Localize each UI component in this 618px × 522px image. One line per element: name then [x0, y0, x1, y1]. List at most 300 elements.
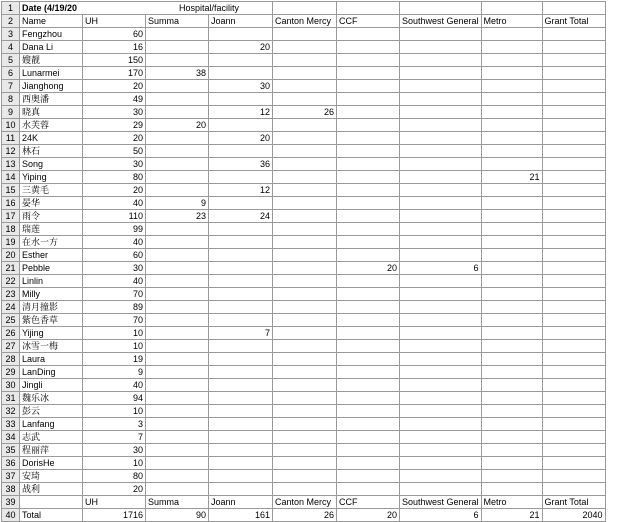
- value-cell[interactable]: [481, 327, 542, 340]
- value-cell[interactable]: [481, 457, 542, 470]
- value-cell[interactable]: [337, 67, 400, 80]
- value-cell[interactable]: 80: [83, 171, 146, 184]
- value-cell[interactable]: [400, 470, 482, 483]
- value-cell[interactable]: [273, 353, 337, 366]
- value-cell[interactable]: [273, 288, 337, 301]
- cell[interactable]: [481, 2, 542, 15]
- value-cell[interactable]: 30: [83, 158, 146, 171]
- value-cell[interactable]: [273, 470, 337, 483]
- row-header[interactable]: 22: [2, 275, 20, 288]
- column-header-cell[interactable]: Metro: [481, 496, 542, 509]
- row-header[interactable]: 34: [2, 431, 20, 444]
- column-header-cell[interactable]: Joann: [209, 15, 273, 28]
- value-cell[interactable]: [273, 405, 337, 418]
- row-header[interactable]: 9: [2, 106, 20, 119]
- value-cell[interactable]: [209, 28, 273, 41]
- spreadsheet-grid[interactable]: [1, 1, 606, 522]
- value-cell[interactable]: [481, 366, 542, 379]
- value-cell[interactable]: [273, 184, 337, 197]
- value-cell[interactable]: [146, 145, 209, 158]
- value-cell[interactable]: [146, 80, 209, 93]
- name-cell[interactable]: 魏乐冰: [20, 392, 83, 405]
- value-cell[interactable]: [481, 106, 542, 119]
- name-cell[interactable]: LanDing: [20, 366, 83, 379]
- value-cell[interactable]: 7: [209, 327, 273, 340]
- value-cell[interactable]: [273, 275, 337, 288]
- value-cell[interactable]: 60: [83, 249, 146, 262]
- value-cell[interactable]: [400, 301, 482, 314]
- value-cell[interactable]: [481, 54, 542, 67]
- value-cell[interactable]: [146, 288, 209, 301]
- value-cell[interactable]: [542, 158, 605, 171]
- name-cell[interactable]: 安琦: [20, 470, 83, 483]
- name-cell[interactable]: 战利: [20, 483, 83, 496]
- value-cell[interactable]: 110: [83, 210, 146, 223]
- value-cell[interactable]: [146, 353, 209, 366]
- value-cell[interactable]: [337, 236, 400, 249]
- value-cell[interactable]: [481, 301, 542, 314]
- value-cell[interactable]: 40: [83, 379, 146, 392]
- cell[interactable]: [542, 2, 605, 15]
- value-cell[interactable]: [400, 444, 482, 457]
- value-cell[interactable]: [273, 119, 337, 132]
- value-cell[interactable]: [542, 470, 605, 483]
- row-header[interactable]: 29: [2, 366, 20, 379]
- value-cell[interactable]: [481, 340, 542, 353]
- value-cell[interactable]: [146, 223, 209, 236]
- value-cell[interactable]: [481, 67, 542, 80]
- value-cell[interactable]: [400, 223, 482, 236]
- column-header-cell[interactable]: Grant Total: [542, 496, 605, 509]
- value-cell[interactable]: 30: [83, 262, 146, 275]
- column-header-cell[interactable]: Summa: [146, 15, 209, 28]
- value-cell[interactable]: [400, 80, 482, 93]
- value-cell[interactable]: [542, 444, 605, 457]
- value-cell[interactable]: [400, 275, 482, 288]
- value-cell[interactable]: [481, 28, 542, 41]
- value-cell[interactable]: [542, 275, 605, 288]
- value-cell[interactable]: [481, 275, 542, 288]
- value-cell[interactable]: [400, 132, 482, 145]
- value-cell[interactable]: [337, 301, 400, 314]
- value-cell[interactable]: [400, 353, 482, 366]
- total-value-cell[interactable]: 21: [481, 509, 542, 522]
- value-cell[interactable]: [337, 431, 400, 444]
- row-header[interactable]: 26: [2, 327, 20, 340]
- name-cell[interactable]: 嫂靓: [20, 54, 83, 67]
- value-cell[interactable]: [542, 210, 605, 223]
- value-cell[interactable]: 10: [83, 457, 146, 470]
- value-cell[interactable]: [337, 54, 400, 67]
- value-cell[interactable]: [209, 288, 273, 301]
- value-cell[interactable]: [481, 405, 542, 418]
- value-cell[interactable]: [146, 184, 209, 197]
- column-header-cell[interactable]: Southwest General: [400, 15, 482, 28]
- value-cell[interactable]: [209, 223, 273, 236]
- name-cell[interactable]: Lanfang: [20, 418, 83, 431]
- name-cell[interactable]: 紫色香草: [20, 314, 83, 327]
- value-cell[interactable]: [542, 119, 605, 132]
- value-cell[interactable]: 50: [83, 145, 146, 158]
- value-cell[interactable]: 36: [209, 158, 273, 171]
- value-cell[interactable]: [481, 223, 542, 236]
- value-cell[interactable]: [146, 379, 209, 392]
- value-cell[interactable]: 30: [83, 444, 146, 457]
- value-cell[interactable]: [273, 67, 337, 80]
- row-header[interactable]: 38: [2, 483, 20, 496]
- value-cell[interactable]: [209, 431, 273, 444]
- value-cell[interactable]: [400, 158, 482, 171]
- value-cell[interactable]: 60: [83, 28, 146, 41]
- value-cell[interactable]: [481, 93, 542, 106]
- row-header[interactable]: 10: [2, 119, 20, 132]
- value-cell[interactable]: [481, 158, 542, 171]
- value-cell[interactable]: 3: [83, 418, 146, 431]
- value-cell[interactable]: [481, 145, 542, 158]
- value-cell[interactable]: [146, 132, 209, 145]
- value-cell[interactable]: [542, 171, 605, 184]
- value-cell[interactable]: [481, 184, 542, 197]
- name-cell[interactable]: 彭云: [20, 405, 83, 418]
- value-cell[interactable]: [146, 340, 209, 353]
- value-cell[interactable]: [400, 67, 482, 80]
- value-cell[interactable]: [337, 483, 400, 496]
- name-cell[interactable]: 瑞莲: [20, 223, 83, 236]
- value-cell[interactable]: [273, 418, 337, 431]
- column-header-cell[interactable]: Canton Mercy: [273, 496, 337, 509]
- value-cell[interactable]: [337, 392, 400, 405]
- value-cell[interactable]: [542, 54, 605, 67]
- value-cell[interactable]: [337, 93, 400, 106]
- value-cell[interactable]: [209, 457, 273, 470]
- column-header-cell[interactable]: CCF: [337, 15, 400, 28]
- value-cell[interactable]: [542, 223, 605, 236]
- value-cell[interactable]: [400, 431, 482, 444]
- row-header[interactable]: 3: [2, 28, 20, 41]
- value-cell[interactable]: [209, 444, 273, 457]
- name-cell[interactable]: 程丽萍: [20, 444, 83, 457]
- name-cell[interactable]: Laura: [20, 353, 83, 366]
- value-cell[interactable]: [337, 197, 400, 210]
- value-cell[interactable]: [337, 366, 400, 379]
- name-cell[interactable]: Fengzhou: [20, 28, 83, 41]
- value-cell[interactable]: 150: [83, 54, 146, 67]
- name-cell[interactable]: 林石: [20, 145, 83, 158]
- value-cell[interactable]: [273, 392, 337, 405]
- value-cell[interactable]: [481, 236, 542, 249]
- total-value-cell[interactable]: 90: [146, 509, 209, 522]
- value-cell[interactable]: [146, 158, 209, 171]
- value-cell[interactable]: [146, 171, 209, 184]
- value-cell[interactable]: 30: [209, 80, 273, 93]
- row-header[interactable]: 13: [2, 158, 20, 171]
- name-cell[interactable]: Lunarmei: [20, 67, 83, 80]
- value-cell[interactable]: [337, 41, 400, 54]
- value-cell[interactable]: [273, 223, 337, 236]
- total-value-cell[interactable]: 26: [273, 509, 337, 522]
- value-cell[interactable]: [146, 301, 209, 314]
- value-cell[interactable]: [542, 392, 605, 405]
- name-cell[interactable]: Dana Li: [20, 41, 83, 54]
- title-cell[interactable]: Date (4/19/20: [20, 2, 83, 15]
- row-header[interactable]: 15: [2, 184, 20, 197]
- value-cell[interactable]: [542, 366, 605, 379]
- value-cell[interactable]: [146, 444, 209, 457]
- value-cell[interactable]: [400, 340, 482, 353]
- value-cell[interactable]: [400, 41, 482, 54]
- cell[interactable]: [337, 2, 400, 15]
- value-cell[interactable]: [273, 301, 337, 314]
- value-cell[interactable]: [337, 470, 400, 483]
- row-header[interactable]: 21: [2, 262, 20, 275]
- value-cell[interactable]: [273, 457, 337, 470]
- value-cell[interactable]: [209, 197, 273, 210]
- value-cell[interactable]: [209, 405, 273, 418]
- value-cell[interactable]: [542, 249, 605, 262]
- value-cell[interactable]: [481, 210, 542, 223]
- value-cell[interactable]: [481, 379, 542, 392]
- value-cell[interactable]: [146, 249, 209, 262]
- value-cell[interactable]: [146, 405, 209, 418]
- value-cell[interactable]: [273, 145, 337, 158]
- value-cell[interactable]: [337, 223, 400, 236]
- value-cell[interactable]: [542, 405, 605, 418]
- value-cell[interactable]: [273, 80, 337, 93]
- value-cell[interactable]: [273, 444, 337, 457]
- value-cell[interactable]: [209, 145, 273, 158]
- column-header-cell[interactable]: Southwest General: [400, 496, 482, 509]
- value-cell[interactable]: [146, 327, 209, 340]
- value-cell[interactable]: [337, 288, 400, 301]
- value-cell[interactable]: [481, 431, 542, 444]
- total-value-cell[interactable]: 161: [209, 509, 273, 522]
- value-cell[interactable]: [209, 379, 273, 392]
- value-cell[interactable]: [337, 314, 400, 327]
- value-cell[interactable]: [337, 418, 400, 431]
- value-cell[interactable]: [209, 275, 273, 288]
- value-cell[interactable]: [542, 431, 605, 444]
- value-cell[interactable]: 12: [209, 184, 273, 197]
- value-cell[interactable]: [209, 301, 273, 314]
- value-cell[interactable]: [146, 418, 209, 431]
- value-cell[interactable]: [337, 353, 400, 366]
- name-cell[interactable]: 水芙蓉: [20, 119, 83, 132]
- value-cell[interactable]: [481, 288, 542, 301]
- value-cell[interactable]: [209, 470, 273, 483]
- value-cell[interactable]: [542, 379, 605, 392]
- value-cell[interactable]: [542, 236, 605, 249]
- value-cell[interactable]: [400, 145, 482, 158]
- value-cell[interactable]: 19: [83, 353, 146, 366]
- value-cell[interactable]: [400, 210, 482, 223]
- value-cell[interactable]: [400, 405, 482, 418]
- value-cell[interactable]: [273, 366, 337, 379]
- value-cell[interactable]: 80: [83, 470, 146, 483]
- name-cell[interactable]: 晏华: [20, 197, 83, 210]
- value-cell[interactable]: 30: [83, 106, 146, 119]
- row-header[interactable]: 35: [2, 444, 20, 457]
- value-cell[interactable]: [542, 288, 605, 301]
- value-cell[interactable]: 49: [83, 93, 146, 106]
- value-cell[interactable]: [209, 249, 273, 262]
- value-cell[interactable]: 16: [83, 41, 146, 54]
- column-header-cell[interactable]: Summa: [146, 496, 209, 509]
- value-cell[interactable]: [481, 41, 542, 54]
- value-cell[interactable]: [337, 405, 400, 418]
- value-cell[interactable]: 6: [400, 262, 482, 275]
- value-cell[interactable]: [209, 236, 273, 249]
- row-header[interactable]: 2: [2, 15, 20, 28]
- value-cell[interactable]: [337, 132, 400, 145]
- row-header[interactable]: 12: [2, 145, 20, 158]
- value-cell[interactable]: [542, 132, 605, 145]
- value-cell[interactable]: [209, 314, 273, 327]
- value-cell[interactable]: [209, 54, 273, 67]
- column-header-cell[interactable]: UH: [83, 15, 146, 28]
- value-cell[interactable]: [337, 444, 400, 457]
- value-cell[interactable]: [481, 249, 542, 262]
- value-cell[interactable]: [481, 483, 542, 496]
- value-cell[interactable]: [273, 132, 337, 145]
- name-cell[interactable]: Song: [20, 158, 83, 171]
- value-cell[interactable]: [542, 28, 605, 41]
- value-cell[interactable]: [209, 340, 273, 353]
- value-cell[interactable]: [273, 171, 337, 184]
- value-cell[interactable]: [273, 379, 337, 392]
- value-cell[interactable]: [146, 314, 209, 327]
- value-cell[interactable]: [209, 392, 273, 405]
- value-cell[interactable]: [542, 41, 605, 54]
- value-cell[interactable]: [400, 54, 482, 67]
- value-cell[interactable]: 70: [83, 314, 146, 327]
- value-cell[interactable]: [209, 171, 273, 184]
- name-cell[interactable]: Jianghong: [20, 80, 83, 93]
- value-cell[interactable]: [400, 249, 482, 262]
- cell[interactable]: [400, 2, 482, 15]
- value-cell[interactable]: [337, 119, 400, 132]
- value-cell[interactable]: [146, 236, 209, 249]
- value-cell[interactable]: 20: [83, 132, 146, 145]
- value-cell[interactable]: 20: [83, 483, 146, 496]
- value-cell[interactable]: [273, 210, 337, 223]
- value-cell[interactable]: [337, 145, 400, 158]
- value-cell[interactable]: [273, 431, 337, 444]
- total-value-cell[interactable]: 6: [400, 509, 482, 522]
- column-header-cell[interactable]: Metro: [481, 15, 542, 28]
- row-header[interactable]: 20: [2, 249, 20, 262]
- name-cell[interactable]: 雨令: [20, 210, 83, 223]
- value-cell[interactable]: [146, 41, 209, 54]
- value-cell[interactable]: [209, 418, 273, 431]
- row-header[interactable]: 5: [2, 54, 20, 67]
- value-cell[interactable]: [209, 262, 273, 275]
- value-cell[interactable]: 9: [146, 197, 209, 210]
- name-cell[interactable]: 清月撞影: [20, 301, 83, 314]
- value-cell[interactable]: [400, 457, 482, 470]
- value-cell[interactable]: [146, 470, 209, 483]
- value-cell[interactable]: [209, 366, 273, 379]
- value-cell[interactable]: [273, 340, 337, 353]
- value-cell[interactable]: [146, 54, 209, 67]
- value-cell[interactable]: [542, 106, 605, 119]
- total-value-cell[interactable]: 1716: [83, 509, 146, 522]
- value-cell[interactable]: [542, 483, 605, 496]
- name-cell[interactable]: DorisHe: [20, 457, 83, 470]
- value-cell[interactable]: [337, 184, 400, 197]
- value-cell[interactable]: 29: [83, 119, 146, 132]
- value-cell[interactable]: [481, 119, 542, 132]
- value-cell[interactable]: 38: [146, 67, 209, 80]
- row-header[interactable]: 27: [2, 340, 20, 353]
- row-header[interactable]: 36: [2, 457, 20, 470]
- value-cell[interactable]: [481, 80, 542, 93]
- name-cell[interactable]: Linlin: [20, 275, 83, 288]
- value-cell[interactable]: [400, 483, 482, 496]
- value-cell[interactable]: 40: [83, 275, 146, 288]
- value-cell[interactable]: 40: [83, 197, 146, 210]
- value-cell[interactable]: 94: [83, 392, 146, 405]
- value-cell[interactable]: 10: [83, 327, 146, 340]
- name-cell[interactable]: 在水一方: [20, 236, 83, 249]
- column-header-cell[interactable]: Joann: [209, 496, 273, 509]
- row-header[interactable]: 8: [2, 93, 20, 106]
- value-cell[interactable]: [400, 236, 482, 249]
- value-cell[interactable]: [337, 327, 400, 340]
- column-header-cell[interactable]: UH: [83, 496, 146, 509]
- value-cell[interactable]: [209, 483, 273, 496]
- row-header[interactable]: 39: [2, 496, 20, 509]
- total-value-cell[interactable]: 2040: [542, 509, 605, 522]
- cell[interactable]: [83, 2, 146, 15]
- value-cell[interactable]: [146, 275, 209, 288]
- value-cell[interactable]: 24: [209, 210, 273, 223]
- value-cell[interactable]: [146, 457, 209, 470]
- value-cell[interactable]: [542, 262, 605, 275]
- value-cell[interactable]: 10: [83, 405, 146, 418]
- value-cell[interactable]: 23: [146, 210, 209, 223]
- value-cell[interactable]: [209, 119, 273, 132]
- value-cell[interactable]: 89: [83, 301, 146, 314]
- row-header[interactable]: 40: [2, 509, 20, 522]
- value-cell[interactable]: [209, 353, 273, 366]
- value-cell[interactable]: [481, 197, 542, 210]
- value-cell[interactable]: [542, 93, 605, 106]
- value-cell[interactable]: [273, 197, 337, 210]
- value-cell[interactable]: 12: [209, 106, 273, 119]
- value-cell[interactable]: [146, 262, 209, 275]
- cell[interactable]: [273, 2, 337, 15]
- value-cell[interactable]: 170: [83, 67, 146, 80]
- value-cell[interactable]: [542, 80, 605, 93]
- value-cell[interactable]: [337, 340, 400, 353]
- value-cell[interactable]: [273, 41, 337, 54]
- value-cell[interactable]: [273, 158, 337, 171]
- cell[interactable]: [20, 496, 83, 509]
- row-header[interactable]: 28: [2, 353, 20, 366]
- name-cell[interactable]: 24K: [20, 132, 83, 145]
- value-cell[interactable]: [400, 288, 482, 301]
- name-cell[interactable]: 晓真: [20, 106, 83, 119]
- value-cell[interactable]: [337, 275, 400, 288]
- value-cell[interactable]: [400, 28, 482, 41]
- value-cell[interactable]: 99: [83, 223, 146, 236]
- value-cell[interactable]: [542, 353, 605, 366]
- value-cell[interactable]: [400, 93, 482, 106]
- name-cell[interactable]: Yiping: [20, 171, 83, 184]
- value-cell[interactable]: [542, 457, 605, 470]
- value-cell[interactable]: [337, 379, 400, 392]
- value-cell[interactable]: [542, 197, 605, 210]
